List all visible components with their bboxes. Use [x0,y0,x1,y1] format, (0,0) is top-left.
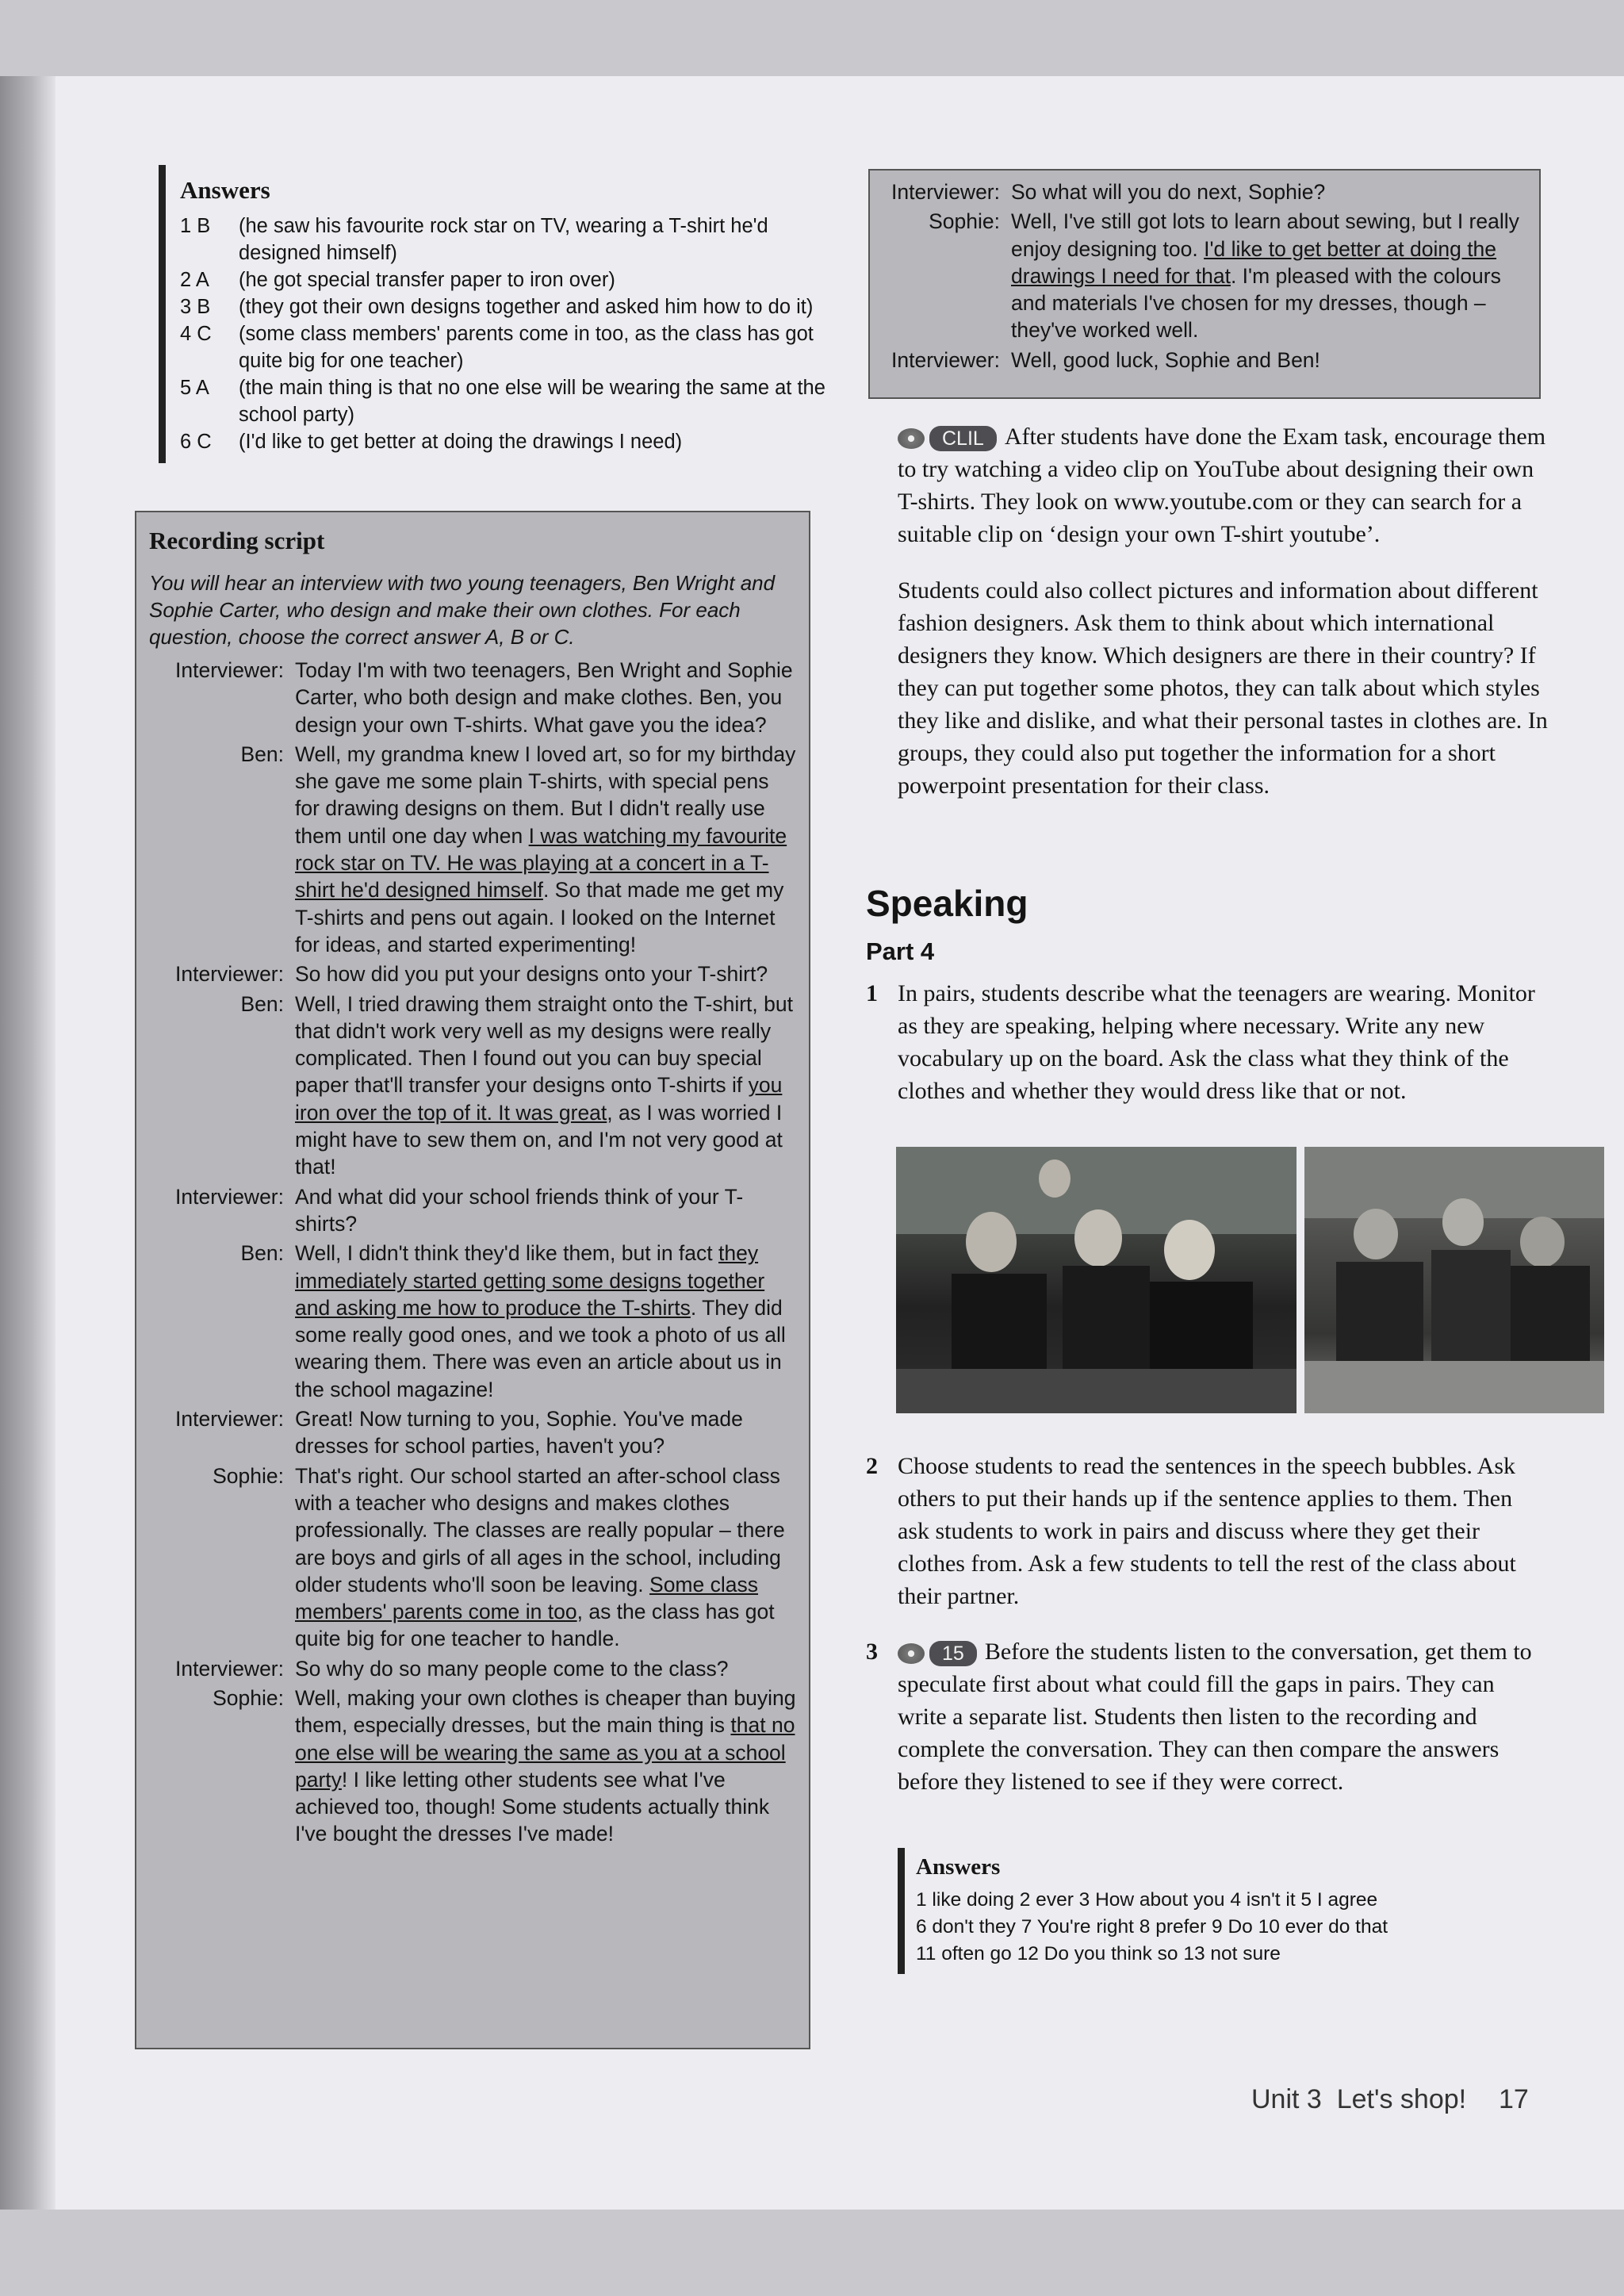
script-turn [881,178,1528,205]
answer-item: 5 A (the main thing is that no one else will be wearing the same at the school party) [180,377,825,426]
speaker-label: Interviewer: [175,1184,284,1209]
answer-row: 11 often go 12 Do you think so 13 not sure [916,1943,1281,1964]
answer-item: 4 C (some class members' parents come in too, as the class has got quite big for one teacher) [180,323,814,372]
answer-item: 6 C (I'd like to get better at doing the drawings I need) [180,431,683,453]
script-turn [149,1655,796,1682]
script-turn [149,1183,796,1238]
utterance: Well, I didn't think they'd like them, but in fact they immediately started getting some designs together and asking me how to produce the T-shirts. They did some really good ones, and we took a photo of us all wearing them. There was even an article about us in the school magazine! [295,1241,786,1401]
underlined-answer: I was watching my favourite rock star on TV. He was playing at a concert in a T-shirt he'd designed himself [295,823,787,903]
speaker-label: Interviewer: [175,1656,284,1681]
speaking-item-1: 1 In pairs, students describe what the teenagers are wearing. Monitor as they are speaking, helping where necessary. Write any new vocabulary up on the board. Ask the class what they think of the clothes and whether they would dress like that or not. [866,980,1535,1104]
recording-script-intro: You will hear an interview with two young teenagers, Ben Wright and Sophie Carter, who design and make their own clothes. For each question, choose the correct answer A, B or C. [149,571,776,649]
script-turn [881,208,1528,343]
underlined-answer: they immediately started getting some designs together and asking me how to produce the T-shirts [295,1241,765,1320]
utterance: That's right. Our school started an after-school class with a teacher who designs and makes clothes professionally. The classes are really popular – there are boys and girls of all ages in the school, including older students who'll soon be leaving. Some class members' parents come in too, as the class has got quite big for one teacher to handle. [295,1463,785,1651]
recording-script-title: Recording script [149,527,325,554]
page-footer [1251,2084,1529,2115]
answer-row: 1 like doing 2 ever 3 How about you 4 isn't it 5 I agree [916,1889,1378,1911]
utterance: Today I'm with two teenagers, Ben Wright and Sophie Carter, who both design and make clothes. Ben, you design your own T-shirts. What gave you the idea? [295,658,793,737]
answers-heading: Answers [180,176,270,204]
underlined-answer: I'd like to get better at doing the drawings I need for that [1011,236,1497,288]
book-spine-shadow [0,76,56,2210]
speaker-label: Sophie: [213,1463,284,1488]
part-heading: Part 4 [866,937,935,965]
utterance: Well, I tried drawing them straight onto the T-shirt, but that didn't work very well as my designs were really complicated. Then I found out you can buy special paper that'll transfer your designs onto T-shirts if you iron over the top of it. It was great, as I was worried I might have to sew them on, and I'm not very good at that! [295,991,793,1179]
script-turn [881,347,1528,374]
script-turn [149,1685,796,1848]
speaker-label: Interviewer: [891,180,1000,204]
utterance: Well, my grandma knew I loved art, so for my birthday she gave me some plain T-shirts, with special pens for drawing designs on them. But I didn't really use them until one day when I was watching my favourite rock star on TV. He was playing at a concert in a T-shirt he'd designed himself. So that made me get my T-shirts and pens out again. I looked on the Internet for ideas, and started experimenting! [295,742,796,956]
speaker-label: Interviewer: [175,1407,284,1432]
speaker-label: Sophie: [929,209,1000,234]
utterance: So how did you put your designs onto your T-shirt? [295,962,768,987]
script-turn [149,1405,796,1460]
clil-badge: CLIL [898,426,997,451]
page-number: 17 [1499,2084,1529,2114]
utterance: Well, I've still got lots to learn about sewing, but I really enjoy designing too. I'd like to get better at doing the drawings I need for that. I'm pleased with the colours and materials I've chosen for my dresses, though – they've worked well. [1011,209,1519,343]
clil-paragraph-1: CLIL After students have done the Exam task, encourage them to try watching a video clip on YouTube about designing their own T-shirts. They look on www.youtube.com or they can search for a suitable clip on ‘design your own T-shirt youtube’. [898,424,1546,547]
speaker-label: Interviewer: [175,962,284,987]
track-badge: 15 [898,1641,977,1666]
cd-icon [898,428,925,449]
speaker-label: Interviewer: [891,347,1000,372]
script-turn [149,1240,796,1403]
script-turn [149,1462,796,1653]
utterance: Well, making your own clothes is cheaper than buying them, especially dresses, but the main thing is that no one else will be wearing the same as you at a school party! I like letting other students see what I've achieved too, though! Some students actually think I've bought the dresses I've made! [295,1685,796,1846]
utterance: Great! Now turning to you, Sophie. You've made dresses for school parties, haven't you? [295,1407,743,1458]
answers-box [159,165,830,463]
speaker-label: Ben: [240,991,284,1016]
teenagers-formal-photo [896,1147,1297,1413]
speaker-label: Ben: [240,1241,284,1266]
script-turn [149,960,796,987]
underlined-answer: that no one else will be wearing the same as you at a school party [295,1713,795,1792]
script-turn [149,991,796,1181]
script-turn [149,657,796,738]
speaking-heading: Speaking [866,883,1028,924]
clil-paragraph-2: Students could also collect pictures and information about different fashion designers. Ask them to think about which international designers they know. Which designers are there in their country? If they can put together some photos, they can talk about which styles they like and dislike, and what their personal tastes in clothes are. In groups, they could also put together the information for a short powerpoint presentation for their class. [898,577,1548,799]
answer-item: 3 B (they got their own designs together and asked him how to do it) [180,296,814,318]
answers-heading: Answers [916,1854,1001,1880]
speaker-label: Interviewer: [175,658,284,682]
underlined-answer: Some class members' parents come in too [295,1572,758,1624]
speaking-item-2: 2 Choose students to read the sentences in the speech bubbles. Ask others to put their hands up if the sentence applies to them. Then ask students to work in pairs and discuss where they get their clothes from. Ask a few students to tell the rest of the class about their partner. [866,1453,1516,1609]
utterance: So what will you do next, Sophie? [1011,180,1326,204]
answer-item: 1 B (he saw his favourite rock star on TV, wearing a T-shirt he'd designed himself) [180,215,768,264]
unit-title: Unit 3 Let's shop! [1251,2084,1467,2114]
cd-icon [898,1643,925,1664]
clil-section [898,420,1548,810]
speaker-label: Ben: [240,742,284,766]
photo-illustration [1304,1147,1604,1413]
dialog-continuation-box [868,169,1541,399]
underlined-answer: you iron over the top of it. It was great [295,1073,783,1125]
utterance: Well, good luck, Sophie and Ben! [1011,347,1320,372]
recording-script-box [135,511,810,2049]
answer-row: 6 don't they 7 You're right 8 prefer 9 Do 10 ever do that [916,1916,1388,1938]
utterance: And what did your school friends think of your T-shirts? [295,1184,744,1236]
speaker-label: Sophie: [213,1685,284,1710]
photo-illustration [896,1147,1297,1413]
teenagers-punk-photo [1304,1147,1604,1413]
script-turn [149,741,796,958]
answers-box-2 [898,1848,1550,1974]
answer-item: 2 A (he got special transfer paper to iron over) [180,269,615,291]
utterance: So why do so many people come to the class? [295,1656,729,1681]
speaking-item-3: 3 15 Before the students listen to the conversation, get them to speculate first about what could fill the gaps in pairs. They can write a separate list. Students then listen to the recording and complete the conversation. They can then compare the answers before they listened to see if they were correct. [866,1639,1532,1795]
